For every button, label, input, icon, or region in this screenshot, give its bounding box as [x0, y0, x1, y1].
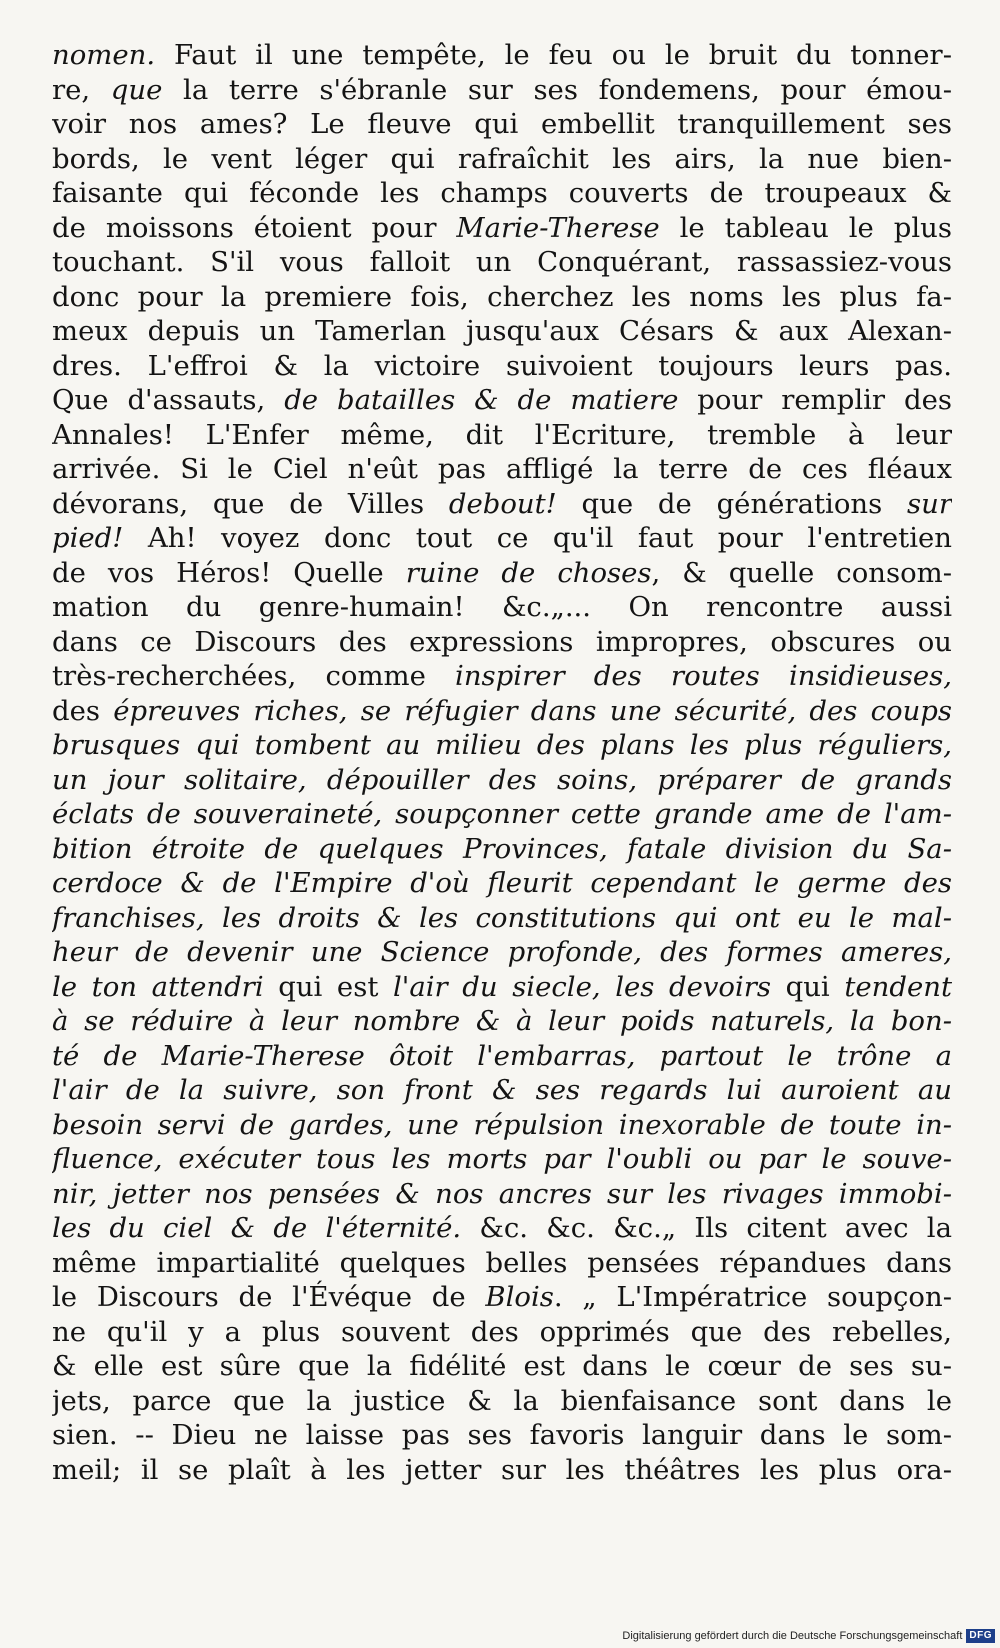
text-line [52, 211, 952, 246]
italic-text-segment: un jour solitaire, dépouiller des soins, préparer de grands [52, 763, 952, 796]
text-segment: pour remplir des [678, 384, 952, 416]
text-line [52, 694, 952, 729]
dfg-logo-icon: DFG [966, 1629, 995, 1643]
text-segment: très-recherchées, comme [52, 660, 456, 692]
text-line [52, 1039, 952, 1074]
text-line [52, 107, 952, 142]
text-line [52, 142, 952, 177]
digitization-footer [605, 1627, 995, 1645]
italic-text-segment: épreuves riches, se réfugier dans une sécurité, des coups [113, 694, 952, 727]
text-segment: meil; il se plaît à les jetter sur les théâtres les plus ora- [52, 1453, 952, 1486]
text-segment: meux depuis un Tamerlan jusqu'aux Césars & aux Alexan- [52, 315, 952, 347]
text-segment: , & quelle consom- [651, 556, 952, 589]
text-line [52, 901, 952, 936]
italic-text-segment: l'air du siecle, les devoirs [392, 970, 771, 1003]
text-segment: &c. &c. &c.„ Ils citent avec la [461, 1212, 952, 1244]
text-line [52, 728, 952, 763]
text-line [52, 763, 952, 798]
italic-text-segment: éclats de souveraineté, soupçonner cette grande ame de l'am- [52, 798, 952, 830]
text-segment: ne qu'il y a plus souvent des opprimés que des rebelles, [52, 1315, 952, 1348]
italic-text-segment: besoin servi de gardes, une répulsion inexorable de toute in- [52, 1108, 952, 1141]
text-segment: que de générations [556, 487, 908, 520]
italic-text-segment: Marie-Therese [456, 211, 660, 244]
text-line [52, 970, 952, 1005]
text-segment: de moissons étoient pour [52, 211, 457, 244]
text-segment: re, [52, 73, 111, 106]
text-line [52, 245, 952, 280]
text-segment: Que d'assauts, [52, 384, 285, 416]
italic-text-segment: de batailles & de matiere [284, 384, 679, 416]
text-line [52, 1453, 952, 1488]
italic-text-segment: nomen. [52, 39, 174, 71]
text-segment: touchant. S'il vous falloit un Conquérant, rassassiez-vous [52, 246, 952, 278]
text-segment: de vos Héros! Quelle [52, 556, 406, 589]
text-segment: voir nos ames? Le fleuve qui embellit tranquillement ses [52, 108, 952, 140]
text-line [52, 487, 952, 522]
italic-text-segment: ruine de choses [405, 556, 652, 589]
text-line [52, 521, 952, 556]
text-segment: des [52, 694, 114, 727]
text-line [52, 1004, 952, 1039]
italic-text-segment: l'air de la suivre, son front & ses regards lui auroient au [52, 1074, 952, 1106]
text-segment: dres. L'effroi & la victoire suivoient toujours leurs pas. [52, 349, 952, 382]
text-line [52, 38, 952, 73]
text-segment: Ah! voyez donc tout ce qu'il faut pour l'entretien [123, 522, 952, 554]
text-segment: Faut il une tempête, le feu ou le bruit du tonner- [173, 39, 952, 71]
text-line [52, 1418, 952, 1453]
text-segment: dans ce Discours des expressions impropres, obscures ou [52, 625, 952, 658]
text-segment: arrivée. Si le Ciel n'eût pas affligé la terre de ces fléaux [52, 453, 952, 485]
text-line [52, 797, 952, 832]
text-segment: donc pour la premiere fois, cherchez les noms les plus fa- [52, 280, 952, 313]
text-segment: qui est [263, 970, 393, 1003]
text-line [52, 1142, 952, 1177]
text-segment: . „ L'Impératrice soupçon- [553, 1281, 952, 1313]
text-line [52, 625, 952, 660]
text-line [52, 1073, 952, 1108]
text-line [52, 73, 952, 108]
text-line [52, 935, 952, 970]
text-line [52, 1315, 952, 1350]
text-line [52, 280, 952, 315]
text-segment: jets, parce que la justice & la bienfaisance sont dans le [52, 1384, 952, 1417]
italic-text-segment: inspirer des routes insidieuses, [455, 660, 952, 692]
text-segment: sien. -- Dieu ne laisse pas ses favoris languir dans le som- [52, 1419, 952, 1451]
italic-text-segment: à se réduire à leur nombre & à leur poids naturels, la bon- [52, 1005, 952, 1037]
italic-text-segment: que [110, 73, 163, 106]
text-segment: même impartialité quelques belles pensées répandues dans [52, 1246, 952, 1279]
italic-text-segment: té de Marie-Therese ôtoit l'embarras, partout le trône a [52, 1039, 952, 1072]
text-segment: bords, le vent léger qui rafraîchit les airs, la nue bien- [52, 142, 952, 175]
italic-text-segment: franchises, les droits & les constitutions qui ont eu le mal- [52, 901, 952, 934]
italic-text-segment: debout! [448, 487, 557, 520]
funding-credit: Digitalisierung gefördert durch die Deutsche Forschungsgemeinschaft [622, 1630, 963, 1642]
italic-text-segment: le ton attendri [52, 970, 264, 1003]
italic-text-segment: les du ciel & de l'éternité. [52, 1212, 462, 1244]
text-line [52, 1211, 952, 1246]
text-line [52, 176, 952, 211]
text-line [52, 1384, 952, 1419]
text-segment: faisante qui féconde les champs couverts de troupeaux & [52, 177, 952, 209]
italic-text-segment: cerdoce & de l'Empire d'où fleurit cependant le germe des [52, 867, 952, 899]
text-line [52, 590, 952, 625]
italic-text-segment: bition étroite de quelques Provinces, fatale division du Sa- [52, 832, 952, 865]
text-line [52, 832, 952, 867]
text-segment: dévorans, que de Villes [52, 487, 449, 520]
text-line [52, 1280, 952, 1315]
italic-text-segment: nir, jetter nos pensées & nos ancres sur les rivages immobi- [52, 1177, 952, 1210]
text-line [52, 1349, 952, 1384]
text-segment: qui [771, 970, 845, 1003]
text-segment: & elle est sûre que la fidélité est dans le cœur de ses su- [52, 1350, 952, 1382]
text-line [52, 659, 952, 694]
text-line [52, 452, 952, 487]
text-segment: mation du genre-humain! &c.„... On rencontre aussi [52, 591, 952, 623]
italic-text-segment: sur [907, 487, 952, 520]
italic-text-segment: pied! [52, 522, 124, 554]
text-line [52, 383, 952, 418]
italic-text-segment: Blois [485, 1281, 554, 1313]
italic-text-segment: brusques qui tombent au milieu des plans les plus réguliers, [52, 729, 952, 761]
text-segment: le tableau le plus [659, 211, 952, 244]
italic-text-segment: tendent [844, 970, 952, 1003]
text-line [52, 418, 952, 453]
text-segment: Annales! L'Enfer même, dit l'Ecriture, tremble à leur [52, 418, 952, 451]
italic-text-segment: fluence, exécuter tous les morts par l'oubli ou par le souve- [52, 1143, 952, 1175]
text-line [52, 314, 952, 349]
text-line [52, 1177, 952, 1212]
body-text [52, 38, 952, 1487]
text-line [52, 349, 952, 384]
text-segment: la terre s'ébranle sur ses fondemens, pour émou- [162, 73, 952, 106]
text-line [52, 866, 952, 901]
text-line [52, 556, 952, 591]
italic-text-segment: heur de devenir une Science profonde, des formes ameres, [52, 936, 952, 968]
text-line [52, 1246, 952, 1281]
text-segment: le Discours de l'Évéque de [52, 1281, 486, 1313]
text-line [52, 1108, 952, 1143]
